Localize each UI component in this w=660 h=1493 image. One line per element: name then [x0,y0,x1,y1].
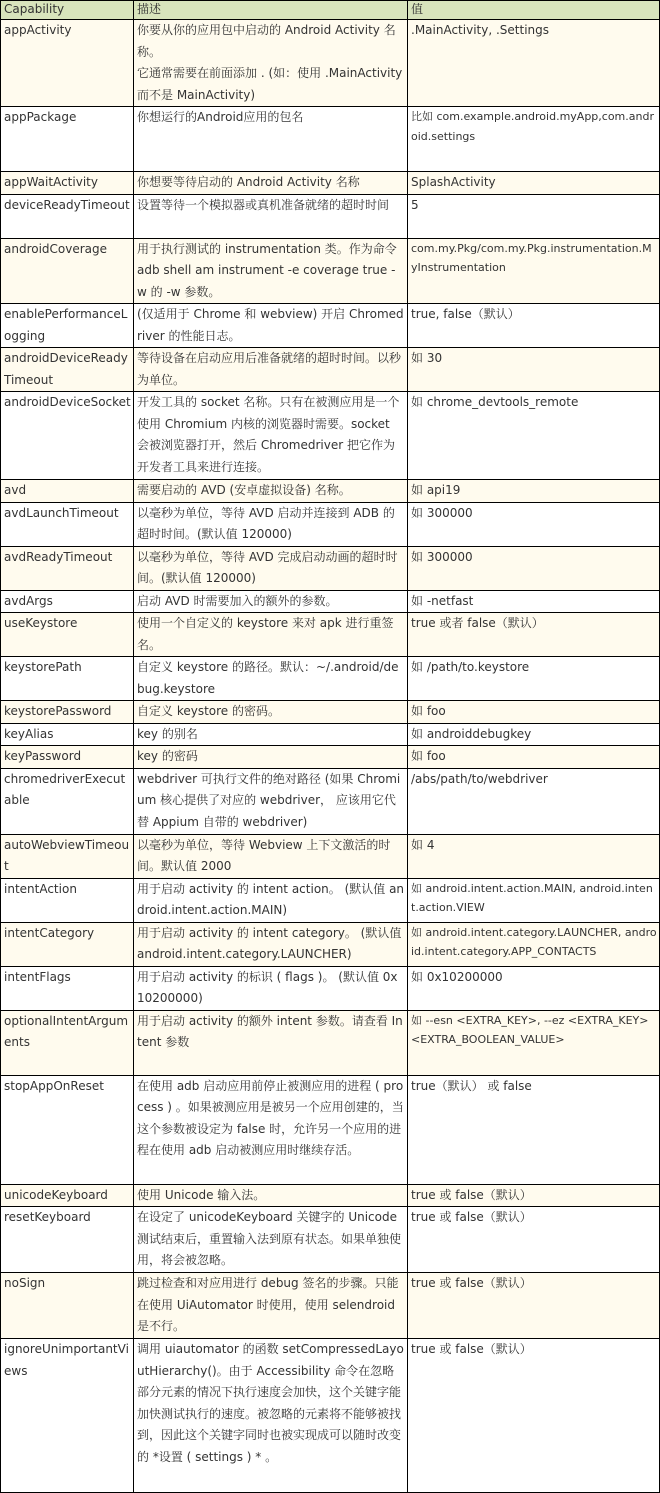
capability-name: androidDeviceSocket [1,392,134,480]
capability-description [134,194,408,238]
capability-value: 如 0x10200000 [408,966,660,1010]
capability-value: 如 30 [408,348,660,392]
description-line: 用于启动 activity 的 intent category。 (默认值 android.intent.category.LAUNCHER) [137,925,402,961]
description-line: 你想要等待启动的 Android Activity 名称 [137,175,360,189]
table-row [1,194,660,238]
capability-description [134,834,408,878]
capability-value: 如 api19 [408,480,660,503]
capability-description [134,922,408,966]
capability-name: appActivity [1,20,134,107]
table-row [1,657,660,701]
capability-name: androidCoverage [1,238,134,304]
table-row [1,172,660,195]
capability-description [134,1184,408,1207]
capability-name: avdArgs [1,590,134,613]
capability-value: true 或 false（默认） [408,1339,660,1493]
capability-name: intentAction [1,878,134,922]
description-line: 用于启动 activity 的额外 intent 参数。请查看 Intent 参数 [137,1013,403,1049]
table-row [1,723,660,746]
capability-description [134,966,408,1010]
capability-description [134,1207,408,1273]
capability-value: true 或 false（默认） [408,1207,660,1273]
capability-value: 如 -netfast [408,590,660,613]
capability-name: avdReadyTimeout [1,546,134,590]
description-line: 自定义 keystore 的路径。默认：~/.android/debug.keystore [137,660,399,696]
table-row [1,546,660,590]
capability-name: useKeystore [1,613,134,657]
capability-value: 5 [408,194,660,238]
description-line: 调用 uiautomator 的函数 setCompressedLayoutHierarchy()。由于 Accessibility 命令在忽略部分元素的情况下执行速度会加快，这个关键字能加快测试执行的速度。被忽略的元素将不能够被找到，因此这个关键字同时也被实现成可以随时改变的 *设置 ( settings ) * 。 [137,1342,404,1464]
capability-name: keystorePassword [1,701,134,724]
header-description: 描述 [134,1,408,20]
capability-value: 如 foo [408,701,660,724]
table-row [1,966,660,1010]
table-row [1,1339,660,1493]
capability-value: .MainActivity, .Settings [408,20,660,107]
capability-description [134,20,408,107]
capability-value: 如 android.intent.category.LAUNCHER, android.intent.category.APP_CONTACTS [408,922,660,966]
table-row [1,701,660,724]
capability-description [134,878,408,922]
capability-description [134,1273,408,1339]
capability-name: chromedriverExecutable [1,768,134,834]
capability-name: autoWebviewTimeout [1,834,134,878]
capability-name: ignoreUnimportantViews [1,1339,134,1493]
capability-name: deviceReadyTimeout [1,194,134,238]
table-row [1,238,660,304]
table-row [1,20,660,107]
capability-name: keyAlias [1,723,134,746]
table-row [1,392,660,480]
capability-description [134,304,408,348]
capability-description [134,1339,408,1493]
table-row [1,1075,660,1184]
capability-description [134,723,408,746]
description-line: 你要从你的应用包中启动的 Android Activity 名称。 [137,23,396,59]
table-row [1,1273,660,1339]
description-line: 设置等待一个模拟器或真机准备就绪的超时时间 [137,197,390,212]
description-line: 需要启动的 AVD (安卓虚拟设备) 名称。 [137,483,351,497]
capability-description [134,657,408,701]
capability-name: keyPassword [1,746,134,769]
table-row [1,746,660,769]
capability-name: intentFlags [1,966,134,1010]
capability-value: 如 /path/to.keystore [408,657,660,701]
table-row [1,1184,660,1207]
description-line: 跳过检查和对应用进行 debug 签名的步骤。只能在使用 UiAutomator 时使用，使用 selendroid 是不行。 [137,1276,399,1333]
capability-description [134,480,408,503]
description-line: (仅适用于 Chrome 和 webview) 开启 Chromedriver 的性能日志。 [137,307,404,343]
capability-name: appPackage [1,107,134,172]
capability-value: true 或 false（默认） [408,1273,660,1339]
capability-description [134,238,408,304]
capability-value: 如 300000 [408,546,660,590]
table-row [1,878,660,922]
capability-description [134,746,408,769]
capability-description [134,502,408,546]
capability-value: /abs/path/to/webdriver [408,768,660,834]
capability-value: 如 300000 [408,502,660,546]
capability-name: stopAppOnReset [1,1075,134,1184]
header-value: 值 [408,1,660,20]
table-row [1,480,660,503]
capability-description [134,768,408,834]
description-line: 你想运行的Android应用的包名 [137,110,304,124]
capability-description [134,613,408,657]
description-line: 在设定了 unicodeKeyboard 关键字的 Unicode 测试结束后，重置输入法到原有状态。如果单独使用，将会被忽略。 [137,1210,402,1267]
description-line: 在使用 adb 启动应用前停止被测应用的进程 ( process ) 。如果被测应用是被另一个应用创建的，当这个参数被设定为 false 时，允许另一个应用的进程在使用 adb 启动被测应用时继续存活。 [137,1078,404,1157]
capability-value: 如 chrome_devtools_remote [408,392,660,480]
capability-name: unicodeKeyboard [1,1184,134,1207]
capability-value: SplashActivity [408,172,660,195]
capability-description [134,590,408,613]
description-line: 使用 Unicode 输入法。 [137,1187,266,1202]
capability-value: true 或 false（默认） [408,1184,660,1207]
table-row [1,107,660,172]
description-line: 以毫秒为单位，等待 Webview 上下文激活的时间。默认值 2000 [137,837,391,873]
header-capability: Capability [1,1,134,20]
capability-name: intentCategory [1,922,134,966]
table-header-row [1,1,660,20]
capability-name: optionalIntentArguments [1,1010,134,1075]
table-row [1,922,660,966]
table-row [1,613,660,657]
capability-name: appWaitActivity [1,172,134,195]
capability-description [134,172,408,195]
description-line: 自定义 keystore 的密码。 [137,704,280,718]
capability-name: keystorePath [1,657,134,701]
capability-name: noSign [1,1273,134,1339]
capability-value: 比如 com.example.android.myApp,com.android.settings [408,107,660,172]
capability-value: true, false（默认） [408,304,660,348]
table-row [1,590,660,613]
capability-description [134,546,408,590]
capability-value: 如 android.intent.action.MAIN, android.intent.action.VIEW [408,878,660,922]
capability-description [134,1075,408,1184]
capability-description [134,392,408,480]
description-line: 用于启动 activity 的标识 ( flags )。 (默认值 0x10200000) [137,969,398,1005]
description-line: 用于执行测试的 instrumentation 类。作为命令 adb shell am instrument -e coverage true -w 的 -w 参数。 [137,241,397,299]
table-row [1,768,660,834]
capability-description [134,107,408,172]
description-line: key 的密码 [137,749,198,763]
capability-description [134,1010,408,1075]
capability-description [134,701,408,724]
capability-value: true（默认） 或 false [408,1075,660,1184]
capability-value: 如 androiddebugkey [408,723,660,746]
capability-value: 如 foo [408,746,660,769]
capability-name: resetKeyboard [1,1207,134,1273]
description-line: 等待设备在启动应用后准备就绪的超时时间。以秒为单位。 [137,351,402,387]
capability-value: 如 --esn <EXTRA_KEY>, --ez <EXTRA_KEY> <EXTRA_BOOLEAN_VALUE> [408,1010,660,1075]
table-row [1,834,660,878]
capability-name: avd [1,480,134,503]
capability-name: androidDeviceReadyTimeout [1,348,134,392]
description-line: key 的别名 [137,726,198,741]
table-row [1,1010,660,1075]
description-line: 以毫秒为单位，等待 AVD 完成启动动画的超时时间。(默认值 120000) [137,549,398,585]
capability-value: 如 4 [408,834,660,878]
description-line: webdriver 可执行文件的绝对路径 (如果 Chromium 核心提供了对应的 webdriver， 应该用它代替 Appium 自带的 webdriver) [137,771,401,829]
description-line: 用于启动 activity 的 intent action。 (默认值 android.intent.action.MAIN) [137,881,405,917]
description-line: 启动 AVD 时需要加入的额外的参数。 [137,593,338,608]
table-row [1,502,660,546]
description-line: 以毫秒为单位，等待 AVD 启动并连接到 ADB 的超时时间。(默认值 120000) [137,505,395,541]
table-row [1,1207,660,1273]
table-row [1,348,660,392]
capability-description [134,348,408,392]
table-row [1,304,660,348]
capability-name: avdLaunchTimeout [1,502,134,546]
capability-name: enablePerformanceLogging [1,304,134,348]
description-line: 开发工具的 socket 名称。只有在被测应用是一个使用 Chromium 内核的浏览器时需要。socket 会被浏览器打开，然后 Chromedriver 把它作为开发者工具来进行连接。 [137,395,400,474]
capability-value: com.my.Pkg/com.my.Pkg.instrumentation.MyInstrumentation [408,238,660,304]
capability-value: true 或者 false（默认） [408,613,660,657]
description-line: 它通常需要在前面添加 . (如：使用 .MainActivity而不是 MainActivity) [137,66,403,102]
description-line: 使用一个自定义的 keystore 来对 apk 进行重签名。 [137,616,394,652]
